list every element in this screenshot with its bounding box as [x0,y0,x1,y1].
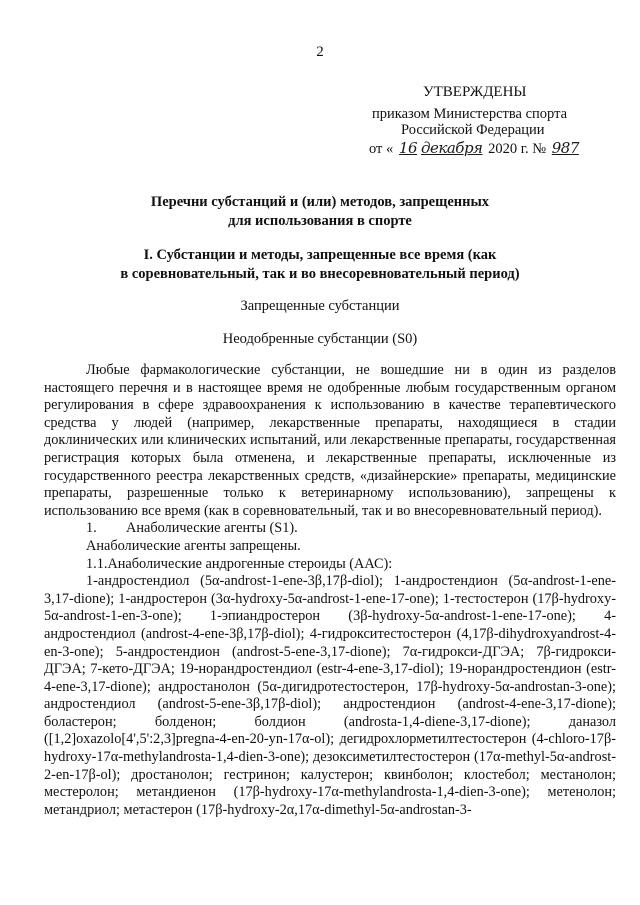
date-prefix: от « [369,141,394,157]
item-1-1-heading: 1.1.Анаболические андрогенные стероиды (ААС): [86,555,393,572]
approval-line-ministry: приказом Министерства спорта [372,106,568,122]
subheading-s0: Неодобренные субстанции (S0) [222,331,418,347]
item-1-number: 1. [86,520,97,537]
handwritten-day: 16 [398,139,417,157]
item-1 [44,520,616,538]
document-title-line-1: Перечни субстанций и (или) методов, запрещенных [150,194,490,210]
date-suffix: 2020 г. № [488,141,547,157]
item-1-intro: Анаболические агенты запрещены. [86,537,301,554]
document-body [44,362,616,819]
page-number: 2 [316,44,324,60]
approval-title: УТВЕРЖДЕНЫ [423,84,527,100]
subheading-prohibited-substances: Запрещенные субстанции [240,298,400,314]
paragraph-s0: Любые фармакологические субстанции, не вошедшие ни в один из разделов настоящего перечня и в настоящее время не одобренные любым государственным органом регулирования в сфере здравоохранения к использованию в качестве терапевтического средства у людей (например, лекарственные препараты, находящиеся в стадии доклинических или клинических испытаний, или лекарственные препараты, государственная регистрация которых была отменена, и лекарственные препараты, исключенные из государственного реестра лекарственных средств, «дизайнерские» препараты, медицинские препараты, разрешенные только к ветеринарному использованию), запрещены к использованию все время (как в соревновательный, так и во внесоревновательный период). [44,362,616,519]
approval-line-country: Российской Федерации [401,122,545,138]
item-1-label: Анаболические агенты (S1). [126,520,298,537]
document-title [0,193,640,231]
section-title-line-1: I. Субстанции и методы, запрещенные все время (как [143,247,497,263]
item-1-1-substance-list: 1-андростендиол (5α-androst-1-ene-3β,17β-diol); 1-андростендион (5α-androst-1-ene-3,17-dione); 1-андростерон (3α-hydroxy-5α-androst-1-ene-17-one); 1-тестостерон (17β-hydroxy-5α-androst-1-en-3-one); 1-эпиандростерон (3β-hydroxy-5α-androst-1-ene-17-one); 4-андростендиол (androst-4-ene-3β,17β-diol); 4-гидрокситестостерон (4,17β-dihydroxyandrost-4-en-3-one); 5-андростендион (androst-5-ene-3,17-dione); 7α-гидрокси-ДГЭА; 7β-гидрокси-ДГЭА; 7-кето-ДГЭА; 19-норандростендиол (estr-4-ene-3,17-diol); 19-норандростендион (estr-4-ene-3,17-dione); андростанолон (5α-дигидротестостерон, 17β-hydroxy-5α-androstan-3-one); андростендиол (androst-5-ene-3β,17β-diol); андростендион (androst-4-ene-3,17-dione); боластерон; болденон; болдион (androsta-1,4-diene-3,17-dione); даназол ([1,2]oxazolo[4',5':2,3]pregna-4-en-20-yn-17α-ol); дегидрохлорметилтестостерон (4-chloro-17β-hydroxy-17α-methylandrosta-1,4-dien-3-one); дезоксиметилтестостерон (17α-methyl-5α-androst-2-en-17β-ol); дростанолон; гестринон; калустерон; квинболон; клостебол; местанолон; местеролон; метандиенон (17β-hydroxy-17α-methylandrosta-1,4-dien-3-one); метенолон; метандриол; метастерон (17β-hydroxy-2α,17α-dimethyl-5α-androstan-3- [44,573,616,818]
document-title-line-2: для использования в спорте [228,213,412,229]
approval-date-line [369,139,581,158]
handwritten-order-number: 987 [551,139,579,157]
section-title-line-2: в соревновательный, так и во внесоревновательный период) [120,266,520,282]
handwritten-month: декабря [421,139,483,157]
section-title [0,246,640,284]
